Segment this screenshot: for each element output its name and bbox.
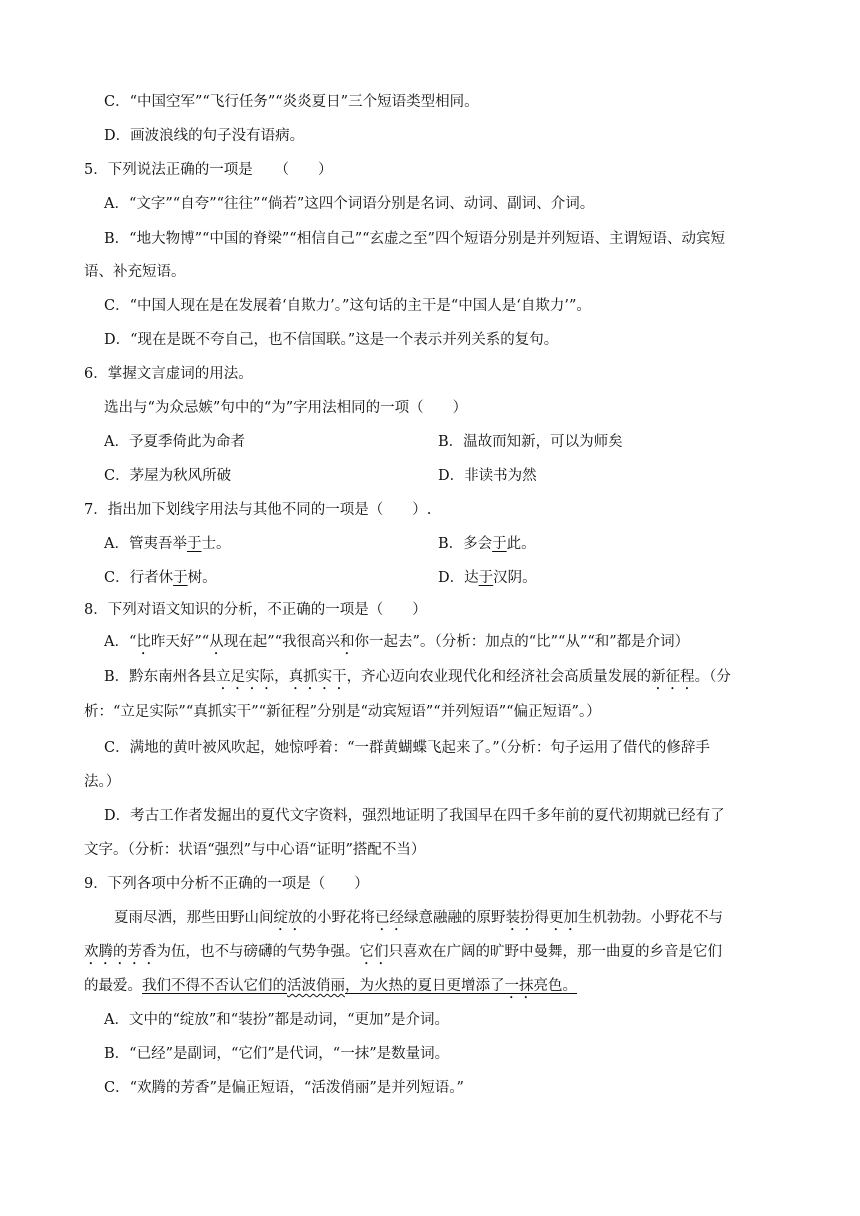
- dotted-word: 真抓实干: [288, 669, 347, 685]
- q8-option-c-line1: C．满地的黄叶被风吹起，她惊呼着：“一群黄蝴蝶飞起来了。”（分析：句子运用了借代的修辞手: [104, 740, 710, 756]
- q5-option-c: C．“中国人现在是在发展着‘自欺力’。”这句话的主干是“中国人是‘自欺力’”。: [104, 298, 591, 314]
- q8-option-c-line2: 法。）: [84, 774, 121, 790]
- q4-option-c: C．“中国空军”“飞行任务”“炎炎夏日”三个短语类型相同。: [104, 94, 479, 110]
- q7-option-b: B．多会于此。: [438, 536, 536, 552]
- dotted-word: 和: [340, 634, 355, 650]
- dotted-word: 已经: [375, 910, 404, 926]
- underlined-char: 于: [173, 570, 188, 586]
- q6-stem: 6．掌握文言虚词的用法。: [84, 366, 253, 382]
- dotted-word: 新征程: [651, 669, 695, 685]
- dotted-word: 一抹: [504, 978, 534, 994]
- q8-option-b-line1: B．黔东南州各县立足实际，真抓实干，齐心迈向农业现代化和经济社会高质量发展的新征程。（分: [104, 669, 731, 685]
- q8-option-a: A．“比昨天好”“从现在起”“我很高兴和你一起去”。（分析：加点的“比”“从”“和”都是介词）: [104, 634, 690, 650]
- underlined-char: 于: [492, 536, 507, 552]
- q9-option-a: A．文中的“绽放”和“装扮”都是动词，“更加”是介词。: [104, 1012, 449, 1028]
- q7-option-d: D．达于汉阴。: [438, 570, 537, 586]
- underlined-sentence: 我们不得不否认它们的: [142, 978, 287, 994]
- dotted-word: 它们: [359, 944, 389, 960]
- underlined-char: 于: [186, 536, 202, 552]
- q5-option-a: A．“文字”“自夸”“往往”“倘若”这四个词语分别是名词、动词、副词、介词。: [104, 196, 595, 212]
- q5-option-b-line2: 语、补充短语。: [84, 264, 186, 280]
- q9-option-c: C．“欢腾的芳香”是偏正短语，“活泼俏丽”是并列短语。”: [104, 1080, 464, 1096]
- q8-option-d-line2: 文字。（分析：状语“强烈”与中心语“证明”搭配不当）: [84, 842, 426, 858]
- q4-option-d: D．画波浪线的句子没有语病。: [104, 128, 305, 144]
- dotted-word: 欢腾的芳香: [84, 944, 157, 960]
- q6-option-a: A．予夏季倚此为命者: [104, 434, 245, 450]
- q5-stem: 5．下列说法正确的一项是 （ ）: [84, 162, 333, 178]
- q5-option-d: D．“现在是既不夸自己，也不信国联。”这是一个表示并列关系的复句。: [104, 332, 559, 348]
- dotted-word: 绽放: [273, 910, 303, 926]
- q6-sub-stem: 选出与“为众忌嫉”句中的“为”字用法相同的一项（ ）: [104, 400, 468, 416]
- q9-option-b: B．“已经”是副词，“它们”是代词，“一抹”是数量词。: [104, 1046, 450, 1062]
- q9-passage-line1: 夏雨尽洒，那些田野山间绽放的小野花将已经绿意融融的原野装扮得更加生机勃勃。小野花不与: [114, 910, 723, 926]
- q9-stem: 9．下列各项中分析不正确的一项是（ ）: [84, 876, 369, 892]
- q8-option-b-line2: 析：“立足实际”“真抓实干”“新征程”分别是“动宾短语”“并列短语”“偏正短语”。）: [84, 704, 601, 720]
- q8-stem: 8．下列对语文知识的分析，不正确的一项是（ ）: [84, 602, 427, 618]
- q8-option-d-line1: D．考古工作者发掘出的夏代文字资料，强烈地证明了我国早在四千多年前的夏代初期就已经有了: [104, 808, 725, 824]
- underlined-sentence: ，为火热的夏日更增添了: [345, 978, 505, 994]
- q5-option-b-line1: B．“地大物博”“中国的脊梁”“相信自己”“玄虚之至”四个短语分别是并列短语、主谓短语、动宾短: [104, 231, 725, 247]
- q7-option-c: C．行者休于树。: [104, 570, 217, 586]
- dotted-word: 从: [209, 634, 224, 650]
- underlined-sentence: 亮色。: [533, 978, 577, 994]
- wavy-underlined-phrase: 活波俏丽: [287, 978, 345, 994]
- q9-passage-line3: 的最爱。我们不得不否认它们的活波俏丽，为火热的夏日更增添了一抹亮色。: [84, 978, 577, 994]
- q6-option-c: C．茅屋为秋风所破: [104, 468, 232, 484]
- q6-option-d: D．非读书为然: [438, 468, 537, 484]
- underlined-char: 于: [478, 570, 494, 586]
- dotted-word: 立足实际: [216, 669, 275, 685]
- dotted-word: 更加: [549, 910, 578, 926]
- dotted-word: 装扮: [505, 910, 535, 926]
- q7-option-a: A．管夷吾举于士。: [104, 536, 231, 552]
- q6-option-b: B．温故而知新，可以为师矣: [438, 434, 623, 450]
- dotted-word: 比: [136, 634, 151, 650]
- q9-passage-line2: 欢腾的芳香为伍，也不与磅礴的气势争强。它们只喜欢在广阔的旷野中曼舞，那一曲夏的乡音是它们: [84, 944, 722, 960]
- q7-stem: 7．指出加下划线字用法与其他不同的一项是（ ）.: [84, 502, 432, 518]
